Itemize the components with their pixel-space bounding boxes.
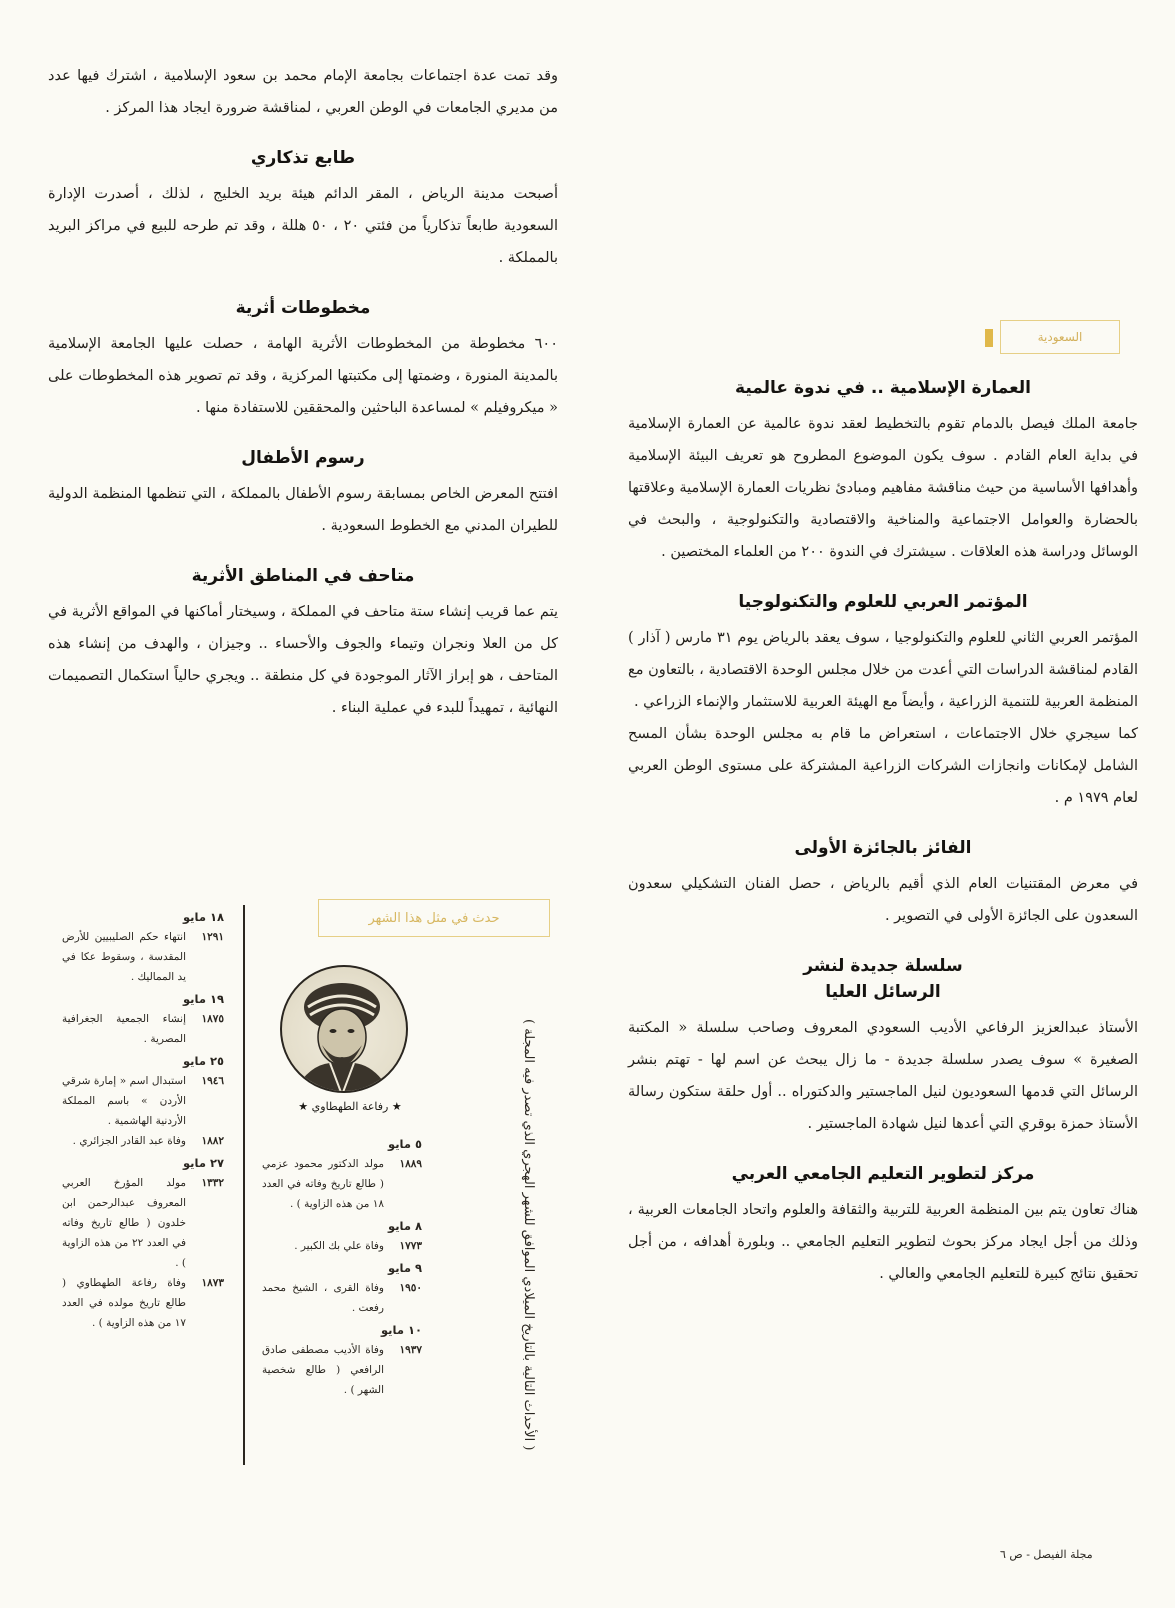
children-section: [48, 448, 558, 542]
events-group: [62, 907, 224, 987]
intro-text: وقد تمت عدة اجتماعات بجامعة الإمام محمد بن سعود الإسلامية ، اشترك فيها عدد من مديري الجامعات في الوطن العربي ، لمناقشة ضرورة ايجاد هذا المركز .: [48, 68, 558, 116]
right-column: [628, 372, 1138, 1314]
manuscripts-section: [48, 298, 558, 424]
event-text: وفاة القرى ، الشيخ محمد رفعت .: [262, 1282, 384, 1314]
conference-section: [628, 592, 1138, 814]
architecture-section: [628, 378, 1138, 568]
winner-section: [628, 838, 1138, 932]
event-date: ٨ مايو: [387, 1219, 422, 1233]
conference-text-1: المؤتمر العربي الثاني للعلوم والتكنولوجيا ، سوف يعقد بالرياض يوم ٣١ مارس ( آذار ) القادم لمناقشة الدراسات التي أعدت من خلال مجلس الوحدة الاقتصادية ، بالتعاون مع المنظمة العربية للتنمية الزراعية ، وأيضاً مع الهيئة العربية للاستثمار والإنماء الزراعي .: [628, 630, 1139, 710]
stamp-section: [48, 148, 558, 274]
events-list-side: [62, 905, 224, 1333]
museums-section: [48, 566, 558, 724]
events-divider: [243, 905, 245, 1465]
event-date: ٢٧ مايو: [182, 1156, 224, 1170]
stamp-text: أصبحت مدينة الرياض ، المقر الدائم هيئة بريد الخليج ، لذلك ، أصدرت الإدارة السعودية طابعاً تذكارياً من فئتي ٢٠ ، ٥٠ هللة ، وقد تم طرحه للبيع في مراكز البريد بالمملكة .: [48, 186, 558, 266]
event-row: [262, 1340, 422, 1400]
event-year: ١٩٤٦: [201, 1075, 224, 1087]
events-group: [262, 1134, 422, 1214]
event-text: وفاة رفاعة الطهطاوي ( طالع تاريخ مولده في العدد ١٧ من هذه الزاوية ) .: [62, 1277, 186, 1329]
manuscripts-text: ٦٠٠ مخطوطة من المخطوطات الأثرية الهامة ، حصلت عليها الجامعة الإسلامية بالمدينة المنورة ، وضمتها إلى مكتبتها المركزية ، وقد تم تصوير هذه المخطوطات على « ميكروفيلم » لمساعدة الباحثين والمحققين للاستفادة منها .: [48, 336, 558, 416]
conference-heading: المؤتمر العربي للعلوم والتكنولوجيا: [738, 592, 1028, 612]
series-heading-2: الرسائل العليا: [825, 982, 941, 1002]
events-tag: حدث في مثل هذا الشهر: [318, 899, 550, 937]
event-text: مولد الدكتور محمود عزمي ( طالع تاريخ وفاته في العدد ١٨ من هذه الزاوية ) .: [262, 1158, 384, 1210]
stamp-heading: طابع تذكاري: [250, 148, 356, 168]
events-group: [262, 1258, 422, 1318]
events-list-middle: [262, 1132, 422, 1400]
event-text: مولد المؤرخ العربي المعروف عبدالرحمن ابن خلدون ( طالع تاريخ وفاته في العدد ٢٢ من هذه الزاوية ) .: [62, 1177, 186, 1269]
center-heading: مركز لتطوير التعليم الجامعي العربي: [731, 1164, 1035, 1184]
center-text: هناك تعاون يتم بين المنظمة العربية للتربية والثقافة والعلوم واتحاد الجامعات العربية ، وذلك من أجل ايجاد مركز بحوث لتطوير التعليم الجامعي .. وبلورة أهدافه ، من أجل تحقيق نتائج كبيرة للتعليم الجامعي والعالي .: [628, 1202, 1138, 1282]
events-vertical-note: ( الأحداث التالية بالتاريخ الميلادي الموافق للشهر الهجري الذي تصدر فيه المجلة ): [521, 1018, 536, 1450]
children-heading: رسوم الأطفال: [241, 448, 365, 468]
event-row: [62, 1131, 224, 1151]
section-tag-marker: [985, 329, 993, 347]
event-date: ١٠ مايو: [380, 1323, 422, 1337]
winner-text: في معرض المقتنيات العام الذي أقيم بالرياض ، حصل الفنان التشكيلي سعدون السعدون على الجائزة الأولى في التصوير .: [628, 876, 1138, 924]
event-year: ١٩٥٠: [399, 1282, 422, 1294]
museums-heading: متاحف في المناطق الأثرية: [191, 566, 415, 586]
events-group: [62, 1051, 224, 1151]
event-text: وفاة عبد القادر الجزائري .: [72, 1135, 186, 1147]
event-row: [262, 1278, 422, 1318]
intro-section: [48, 60, 558, 124]
event-row: [62, 1273, 224, 1333]
events-group: [262, 1320, 422, 1400]
museums-text: يتم عما قريب إنشاء ستة متاحف في المملكة ، وسيختار أماكنها في المواقع الأثرية في كل من العلا ونجران وتيماء والجوف والأحساء .. وجيزان ، والهدف من إنشاء هذه المتاحف ، هو إبراز الآثار الموجودة في كل منطقة .. ويجري حالياً استكمال التصميمات النهائية ، تمهيداً للبدء في عملية البناء .: [48, 604, 558, 716]
event-row: [262, 1154, 422, 1214]
event-year: ١٢٩١: [201, 931, 224, 943]
event-year: ١٨٧٥: [201, 1013, 224, 1025]
events-group: [62, 989, 224, 1049]
event-year: ١٧٧٣: [399, 1240, 422, 1252]
events-group: [262, 1216, 422, 1256]
manuscripts-heading: مخطوطات أثرية: [235, 298, 371, 318]
series-section: [628, 956, 1138, 1140]
portrait-image: [280, 965, 408, 1093]
event-row: [62, 1071, 224, 1131]
events-group: [62, 1153, 224, 1333]
series-heading-1: سلسلة جديدة لنشر: [803, 956, 963, 976]
event-text: انتهاء حكم الصليبيين للأرض المقدسة ، وسقوط عكا في يد المماليك .: [62, 931, 186, 983]
children-text: افتتح المعرض الخاص بمسابقة رسوم الأطفال بالمملكة ، التي تنظمها المنظمة الدولية للطيران المدني مع الخطوط السعودية .: [48, 486, 558, 534]
page-footer: مجلة الفيصل - ص ٦: [1000, 1548, 1093, 1561]
event-year: ١٨٨٢: [201, 1135, 224, 1147]
event-row: [62, 927, 224, 987]
event-row: [62, 1009, 224, 1049]
event-text: استبدال اسم « إمارة شرقي الأردن » باسم المملكة الأردنية الهاشمية .: [62, 1075, 186, 1127]
event-year: ١٨٨٩: [399, 1158, 422, 1170]
event-date: ٢٥ مايو: [182, 1054, 224, 1068]
event-date: ١٨ مايو: [182, 910, 224, 924]
section-tag: السعودية: [1000, 320, 1120, 354]
event-date: ٥ مايو: [387, 1137, 422, 1151]
event-row: [62, 1173, 224, 1273]
architecture-heading: العمارة الإسلامية .. في ندوة عالمية: [735, 378, 1031, 398]
event-year: ١٣٣٢: [201, 1177, 224, 1189]
event-text: وفاة علي بك الكبير .: [294, 1240, 384, 1252]
event-text: وفاة الأديب مصطفى صادق الرافعي ( طالع شخصية الشهر ) .: [262, 1344, 384, 1396]
event-year: ١٩٣٧: [399, 1344, 422, 1356]
series-text: الأستاذ عبدالعزيز الرفاعي الأديب السعودي المعروف وصاحب سلسلة « المكتبة الصغيرة » سوف يصدر سلسلة جديدة - ما زال يبحث عن اسم لها - تهتم بنشر الرسائل التي قدمها السعوديون لنيل الماجستير والدكتوراه .. أول حلقة ستكون رسالة الأستاذ حمزة بوقري التي أعدها لنيل شهادة الماجستير .: [628, 1020, 1138, 1132]
conference-text-2: كما سيجري خلال الاجتماعات ، استعراض ما قام به مجلس الوحدة بشأن المسح الشامل لإمكانات وانجازات الشركات الزراعية المشتركة على مستوى الوطن العربي لعام ١٩٧٩ م .: [628, 726, 1138, 806]
center-section: [628, 1164, 1138, 1290]
portrait-caption: ★ رفاعة الطهطاوي ★: [298, 1100, 402, 1113]
left-column: [48, 60, 558, 748]
event-date: ١٩ مايو: [182, 992, 224, 1006]
event-text: إنشاء الجمعية الجغرافية المصرية .: [62, 1013, 186, 1045]
winner-heading: الفائز بالجائزة الأولى: [794, 838, 972, 858]
architecture-text: جامعة الملك فيصل بالدمام تقوم بالتخطيط لعقد ندوة عالمية عن العمارة الإسلامية في بداية العام القادم . سوف يكون الموضوع المطروح هو تعريف البيئة الإسلامية وأهدافها الأساسية من حيث مناقشة مفاهيم ومبادئ نظريات العمارة الإسلامية وعلاقتها بالحضارة والعوامل الاجتماعية والمناخية والاقتصادية والتكنولوجية ، والبحث في الوسائل ودراسة هذه العلاقات . سيشترك في الندوة ٢٠٠ من العلماء المختصين .: [628, 416, 1138, 560]
event-row: [262, 1236, 422, 1256]
event-year: ١٨٧٣: [201, 1277, 224, 1289]
event-date: ٩ مايو: [387, 1261, 422, 1275]
